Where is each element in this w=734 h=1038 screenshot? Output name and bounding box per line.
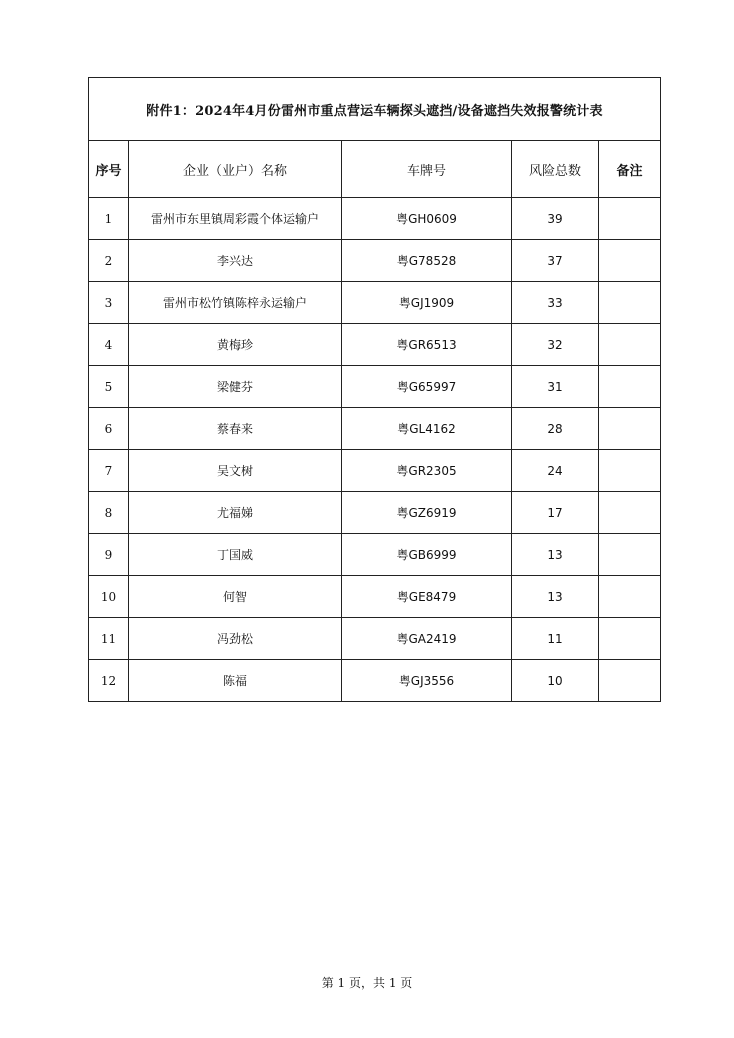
alarm-statistics-table [88,77,661,702]
row-seq: 11 [89,618,129,660]
header-name: 企业（业户）名称 [129,141,342,198]
row-remark [599,492,661,534]
row-name: 吴文树 [129,450,342,492]
row-name: 冯劲松 [129,618,342,660]
table-row [89,408,661,450]
row-risk-total: 32 [512,324,599,366]
row-seq: 8 [89,492,129,534]
table-row [89,282,661,324]
row-risk-total: 31 [512,366,599,408]
table-row [89,492,661,534]
row-name: 尤福娣 [129,492,342,534]
table-title: 附件1：2024年4月份雷州市重点营运车辆探头遮挡/设备遮挡失效报警统计表 [89,78,661,141]
row-plate: 粤G78528 [342,240,512,282]
row-remark [599,198,661,240]
table-row [89,240,661,282]
row-name: 陈福 [129,660,342,702]
table-body [89,198,661,702]
row-remark [599,534,661,576]
table-row [89,534,661,576]
row-remark [599,618,661,660]
row-name: 雷州市松竹镇陈梓永运输户 [129,282,342,324]
row-name: 李兴达 [129,240,342,282]
table-row [89,366,661,408]
row-risk-total: 11 [512,618,599,660]
table-row [89,198,661,240]
row-seq: 12 [89,660,129,702]
row-risk-total: 28 [512,408,599,450]
row-seq: 3 [89,282,129,324]
row-name: 梁健芬 [129,366,342,408]
row-risk-total: 37 [512,240,599,282]
table-row [89,618,661,660]
row-plate: 粤GE8479 [342,576,512,618]
row-seq: 5 [89,366,129,408]
row-plate: 粤G65997 [342,366,512,408]
row-remark [599,660,661,702]
row-risk-total: 10 [512,660,599,702]
header-risk-total: 风险总数 [512,141,599,198]
row-plate: 粤GR2305 [342,450,512,492]
row-risk-total: 24 [512,450,599,492]
title-row [89,78,661,141]
row-remark [599,324,661,366]
row-plate: 粤GB6999 [342,534,512,576]
header-seq: 序号 [89,141,129,198]
row-plate: 粤GJ1909 [342,282,512,324]
row-name: 何智 [129,576,342,618]
row-name: 丁国威 [129,534,342,576]
row-name: 黄梅珍 [129,324,342,366]
row-risk-total: 39 [512,198,599,240]
row-remark [599,282,661,324]
header-remark: 备注 [599,141,661,198]
row-remark [599,450,661,492]
row-risk-total: 33 [512,282,599,324]
row-seq: 1 [89,198,129,240]
row-seq: 9 [89,534,129,576]
row-remark [599,408,661,450]
header-row [89,141,661,198]
row-seq: 2 [89,240,129,282]
row-seq: 10 [89,576,129,618]
row-name: 蔡春来 [129,408,342,450]
row-remark [599,240,661,282]
row-seq: 7 [89,450,129,492]
row-plate: 粤GH0609 [342,198,512,240]
table-row [89,576,661,618]
row-remark [599,366,661,408]
row-plate: 粤GZ6919 [342,492,512,534]
row-plate: 粤GL4162 [342,408,512,450]
row-seq: 4 [89,324,129,366]
row-risk-total: 13 [512,534,599,576]
table-row [89,660,661,702]
row-seq: 6 [89,408,129,450]
table-row [89,450,661,492]
row-risk-total: 13 [512,576,599,618]
page-footer: 第 1 页，共 1 页 [321,976,413,990]
row-risk-total: 17 [512,492,599,534]
row-plate: 粤GA2419 [342,618,512,660]
header-plate: 车牌号 [342,141,512,198]
row-remark [599,576,661,618]
row-plate: 粤GR6513 [342,324,512,366]
row-name: 雷州市东里镇周彩霞个体运输户 [129,198,342,240]
row-plate: 粤GJ3556 [342,660,512,702]
table-row [89,324,661,366]
